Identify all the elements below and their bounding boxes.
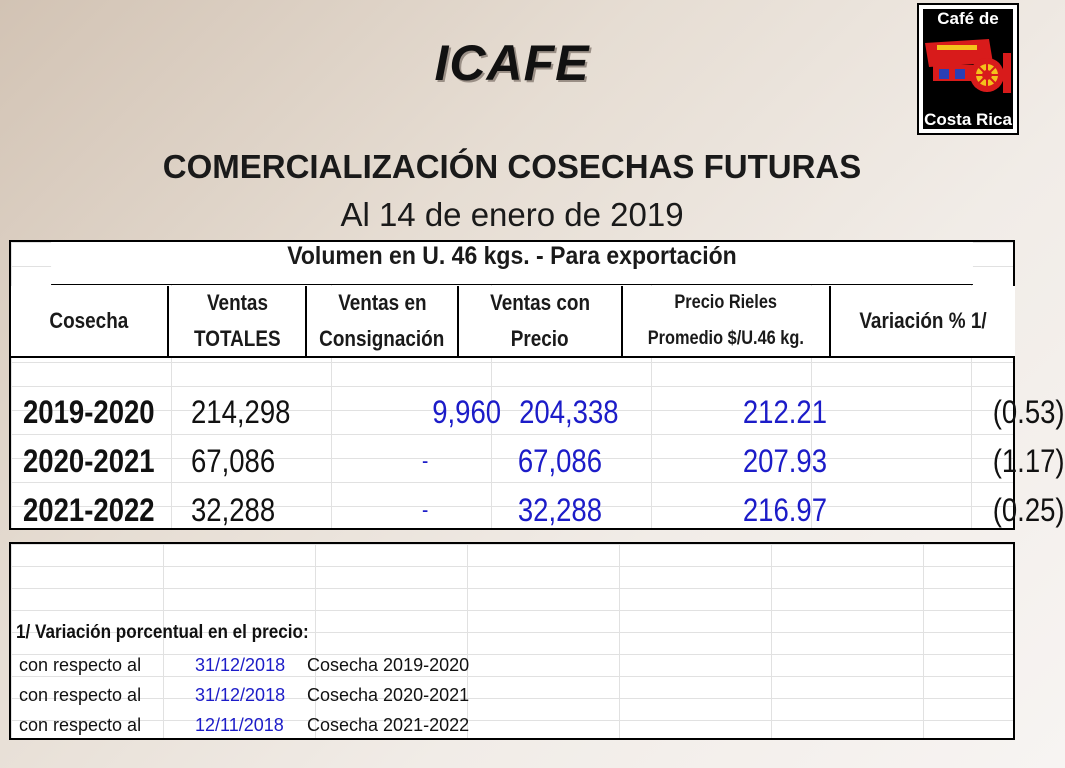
list-item xyxy=(11,680,1013,710)
table-row xyxy=(11,437,1065,485)
consignacion-cell: 9,960 xyxy=(432,394,502,430)
column-header-label: Precio Rieles xyxy=(674,292,778,313)
page-title: ICAFE xyxy=(434,35,590,91)
ventas-totales-cell: 67,086 xyxy=(191,443,276,479)
note-label: con respecto al xyxy=(19,655,142,675)
list-item xyxy=(11,710,1013,740)
column-header-ventas-precio xyxy=(459,286,623,358)
variacion-cell: (0.25) xyxy=(992,492,1065,528)
column-header-label: Cosecha xyxy=(49,308,129,333)
logo-bottom-text: Costa Rica xyxy=(924,110,1012,129)
note-date: 31/12/2018 xyxy=(195,655,286,675)
sales-table xyxy=(9,240,1065,530)
cosecha-cell: 2019-2020 xyxy=(23,394,155,430)
note-label: con respecto al xyxy=(19,715,142,735)
column-header-cosecha xyxy=(11,286,169,358)
report-date: Al 14 de enero de 2019 xyxy=(340,196,684,233)
coffee-cart-icon xyxy=(919,33,1017,103)
note-cosecha: Cosecha 2019-2020 xyxy=(307,655,470,675)
column-header-label: Ventas xyxy=(206,290,268,315)
column-header-label: Precio xyxy=(511,326,569,351)
ventas-precio-cell: 32,288 xyxy=(517,492,603,528)
variacion-cell: (0.53) xyxy=(992,394,1065,430)
note-date: 31/12/2018 xyxy=(195,685,286,705)
note-label: con respecto al xyxy=(19,685,142,705)
table-row xyxy=(11,388,1065,436)
consignacion-cell: - xyxy=(422,497,429,522)
report-subtitle: COMERCIALIZACIÓN COSECHAS FUTURAS xyxy=(162,148,862,185)
column-header-label: Consignación xyxy=(319,326,445,351)
note-cosecha: Cosecha 2021-2022 xyxy=(307,715,470,735)
ventas-totales-cell: 32,288 xyxy=(191,492,276,528)
column-header-label: Variación % 1/ xyxy=(859,308,987,333)
column-header-label: Ventas con xyxy=(490,290,590,315)
list-item xyxy=(11,650,1013,680)
column-header-consignacion xyxy=(307,286,459,358)
note-date: 12/11/2018 xyxy=(195,715,284,735)
cosecha-cell: 2020-2021 xyxy=(23,443,155,479)
ventas-precio-cell: 67,086 xyxy=(517,443,603,479)
column-header-ventas-totales xyxy=(169,286,307,358)
cosecha-cell: 2021-2022 xyxy=(23,492,155,528)
column-header-variacion xyxy=(831,286,1015,358)
precio-rieles-cell: 216.97 xyxy=(742,492,828,528)
column-header-label: TOTALES xyxy=(193,326,281,351)
ventas-totales-cell: 214,298 xyxy=(191,394,291,430)
consignacion-cell: - xyxy=(422,448,429,473)
notes-table xyxy=(9,542,1015,740)
column-header-label: Ventas en xyxy=(337,290,427,315)
table-banner: Volumen en U. 46 kgs. - Para exportación xyxy=(51,242,973,285)
logo-top-text: Café de xyxy=(937,9,999,28)
precio-rieles-cell: 207.93 xyxy=(742,443,828,479)
variacion-cell: (1.17) xyxy=(992,443,1065,479)
column-header-precio-rieles xyxy=(623,286,831,358)
cafe-de-costa-rica-logo xyxy=(917,3,1019,135)
precio-rieles-cell: 212.21 xyxy=(742,394,828,430)
notes-title: 1/ Variación porcentual en el precio: xyxy=(16,622,309,643)
column-header-label: Promedio $/U.46 kg. xyxy=(647,328,805,349)
note-cosecha: Cosecha 2020-2021 xyxy=(307,685,470,705)
ventas-precio-cell: 204,338 xyxy=(519,394,619,430)
table-row xyxy=(11,486,1065,534)
